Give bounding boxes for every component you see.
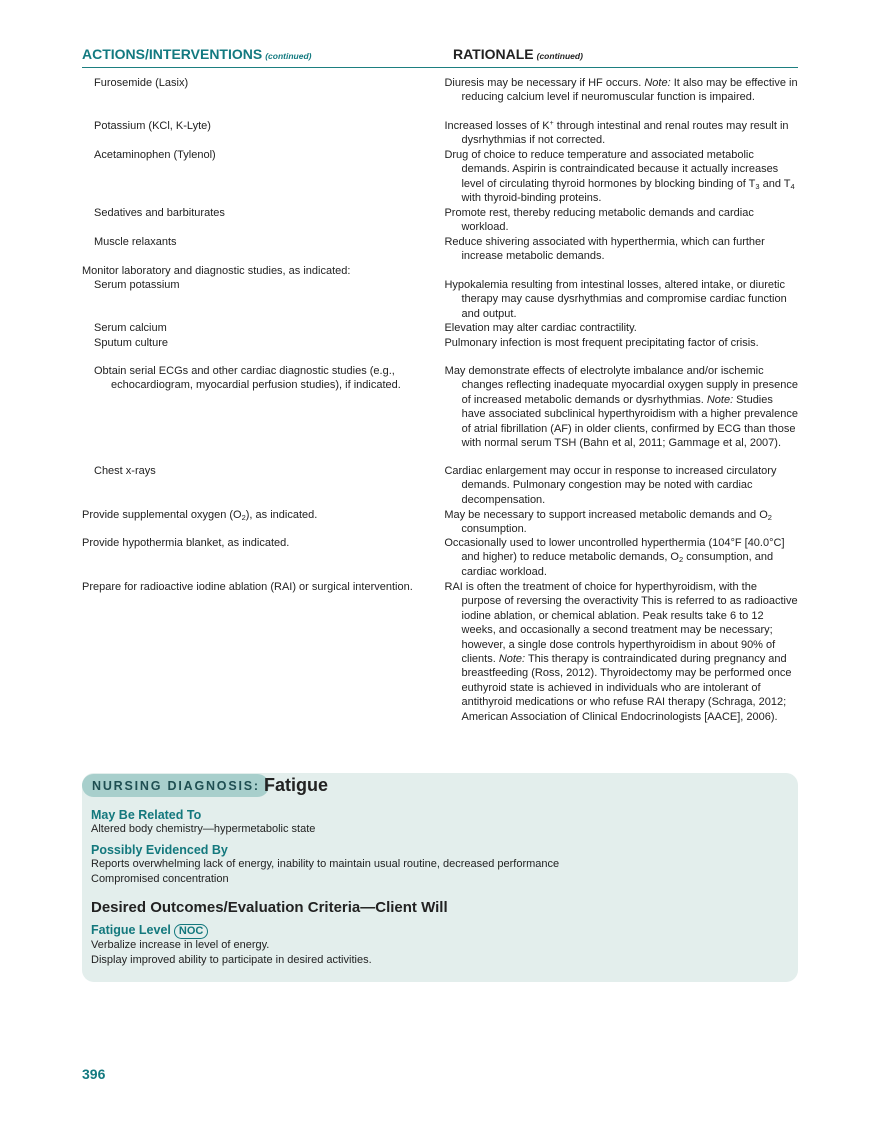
- action-text: Provide hypothermia blanket, as indicated.: [82, 537, 290, 549]
- table-row: [82, 264, 798, 278]
- rationale-text: Occasionally used to lower uncontrolled hyperthermia (104°F [40.0°C] and higher) to reduce metabolic demands, $O_2$ consumption, and cardiac workload.: [444, 537, 785, 578]
- action-text: Muscle relaxants: [94, 236, 177, 248]
- rationale-text: Drug of choice to reduce temperature and associated metabolic demands. Aspirin is contraindicated because it actually increases level of circulating thyroid hormones by blocking binding of $T_3$ and $T_4$ with thyroid-binding proteins.: [444, 149, 795, 205]
- rationale-text: Promote rest, thereby reducing metabolic demands and cardiac workload.: [444, 207, 754, 234]
- action-text: Prepare for radioactive iodine ablation (RAI) or surgical intervention.: [82, 581, 413, 593]
- table-header: [82, 46, 798, 68]
- rationale-text: Elevation may alter cardiac contractility.: [444, 322, 637, 334]
- table-row: [82, 278, 798, 321]
- nursing-diagnosis-title: Fatigue: [264, 775, 329, 795]
- table-row: [82, 364, 798, 464]
- table-row: [82, 464, 798, 508]
- rationale-text: RAI is often the treatment of choice for hyperthyroidism, with the purpose of reversing the overactivity This is referred to as radioactive iodine ablation, or chemical ablation. Peak results take 6 to 12 weeks, and occasionally a second treatment may be necessary; however, a single dose controls hyperthyroidism in about 90% of clients. Note: This therapy is contraindicated during pregnancy and breastfeeding (Ross, 2012). Thyroidectomy may be performed once euthyroid state is achieved in individuals who are intolerant of antithyroid medications or who refuse RAI therapy (Schraga, 2012; American Association of Clinical Endocrinologists [AACE], 2006).: [444, 581, 798, 723]
- table-row: [82, 148, 798, 206]
- related-text: Altered body chemistry—hypermetabolic state: [91, 823, 316, 835]
- rationale-text: Cardiac enlargement may occur in response to increased circulatory demands. Pulmonary congestion may be noted with cardiac decompensation.: [444, 465, 777, 506]
- rationale-text: Reduce shivering associated with hyperthermia, which can further increase metabolic demands.: [444, 236, 765, 263]
- desired-outcomes-heading: Desired Outcomes/Evaluation Criteria—Client Will: [91, 899, 448, 916]
- table-row: [82, 206, 798, 235]
- action-text: Monitor laboratory and diagnostic studies, as indicated:: [82, 265, 351, 277]
- table-row: [82, 321, 798, 336]
- evidenced-text-2: Compromised concentration: [91, 873, 229, 885]
- action-text: Sputum culture: [94, 337, 168, 349]
- rationale-text: Pulmonary infection is most frequent precipitating factor of crisis.: [444, 337, 759, 349]
- related-heading: May Be Related To: [91, 808, 202, 822]
- rationale-text: May be necessary to support increased metabolic demands and $O_2$ consumption.: [444, 509, 772, 536]
- action-text: Acetaminophen (Tylenol): [94, 149, 216, 161]
- action-text: Furosemide (Lasix): [94, 77, 189, 89]
- table-row: [82, 536, 798, 580]
- action-text: Obtain serial ECGs and other cardiac diagnostic studies (e.g., echocardiogram, myocardial perfusion studies), if indicated.: [94, 365, 401, 392]
- table-row: [82, 508, 798, 536]
- action-text: Provide supplemental oxygen $(O_2)$, as indicated.: [82, 509, 318, 522]
- evidenced-heading: Possibly Evidenced By: [91, 843, 228, 857]
- action-text: Serum calcium: [94, 322, 167, 334]
- rationale-text: May demonstrate effects of electrolyte imbalance and/or ischemic changes reflecting inadequate myocardial oxygen supply in presence of increased metabolic demands or dysrhythmias. Note: Studies have associated subclinical hyperthyroidism with a higher prevalence of atrial fibrillation (AF) in older clients, confirmed by ECG than those with normal serum TSH (Bahn et al, 2011; Gammage et al, 2007).: [444, 365, 798, 450]
- action-text: Sedatives and barbiturates: [94, 207, 225, 219]
- outcome-text-2: Display improved ability to participate in desired activities.: [91, 954, 372, 966]
- actions-header: ACTIONS/INTERVENTIONS (continued): [82, 46, 312, 62]
- outcome-heading: Fatigue Level NOC: [91, 923, 208, 939]
- page-number: 396: [82, 1066, 106, 1082]
- rationale-text: Diuresis may be necessary if HF occurs. Note: It also may be effective in reducing calcium level if neuromuscular function is impaired.: [444, 77, 798, 104]
- rationale-text: Increased losses of K+ through intestinal and renal routes may result in dysrhythmias if not corrected.: [444, 120, 789, 147]
- nursing-diagnosis-label: NURSING DIAGNOSIS:: [82, 774, 269, 797]
- table-row: [82, 336, 798, 364]
- rationale-text: Hypokalemia resulting from intestinal losses, altered intake, or diuretic therapy may cause dysrhythmias and compromise cardiac function and output.: [444, 279, 787, 320]
- evidenced-text-1: Reports overwhelming lack of energy, inability to maintain usual routine, decreased performance: [91, 858, 560, 870]
- table-row: [82, 76, 798, 119]
- table-row: [82, 235, 798, 264]
- nursing-diagnosis-box: [82, 773, 798, 982]
- action-text: Serum potassium: [94, 279, 180, 291]
- rationale-header: RATIONALE (continued): [453, 46, 583, 62]
- table-row: [82, 580, 798, 724]
- action-text: Potassium (KCl, K-Lyte): [94, 120, 211, 132]
- table-row: [82, 119, 798, 148]
- outcome-text-1: Verbalize increase in level of energy.: [91, 939, 270, 951]
- noc-badge: NOC: [174, 924, 208, 939]
- care-plan-table: [82, 46, 798, 724]
- action-text: Chest x-rays: [94, 465, 156, 477]
